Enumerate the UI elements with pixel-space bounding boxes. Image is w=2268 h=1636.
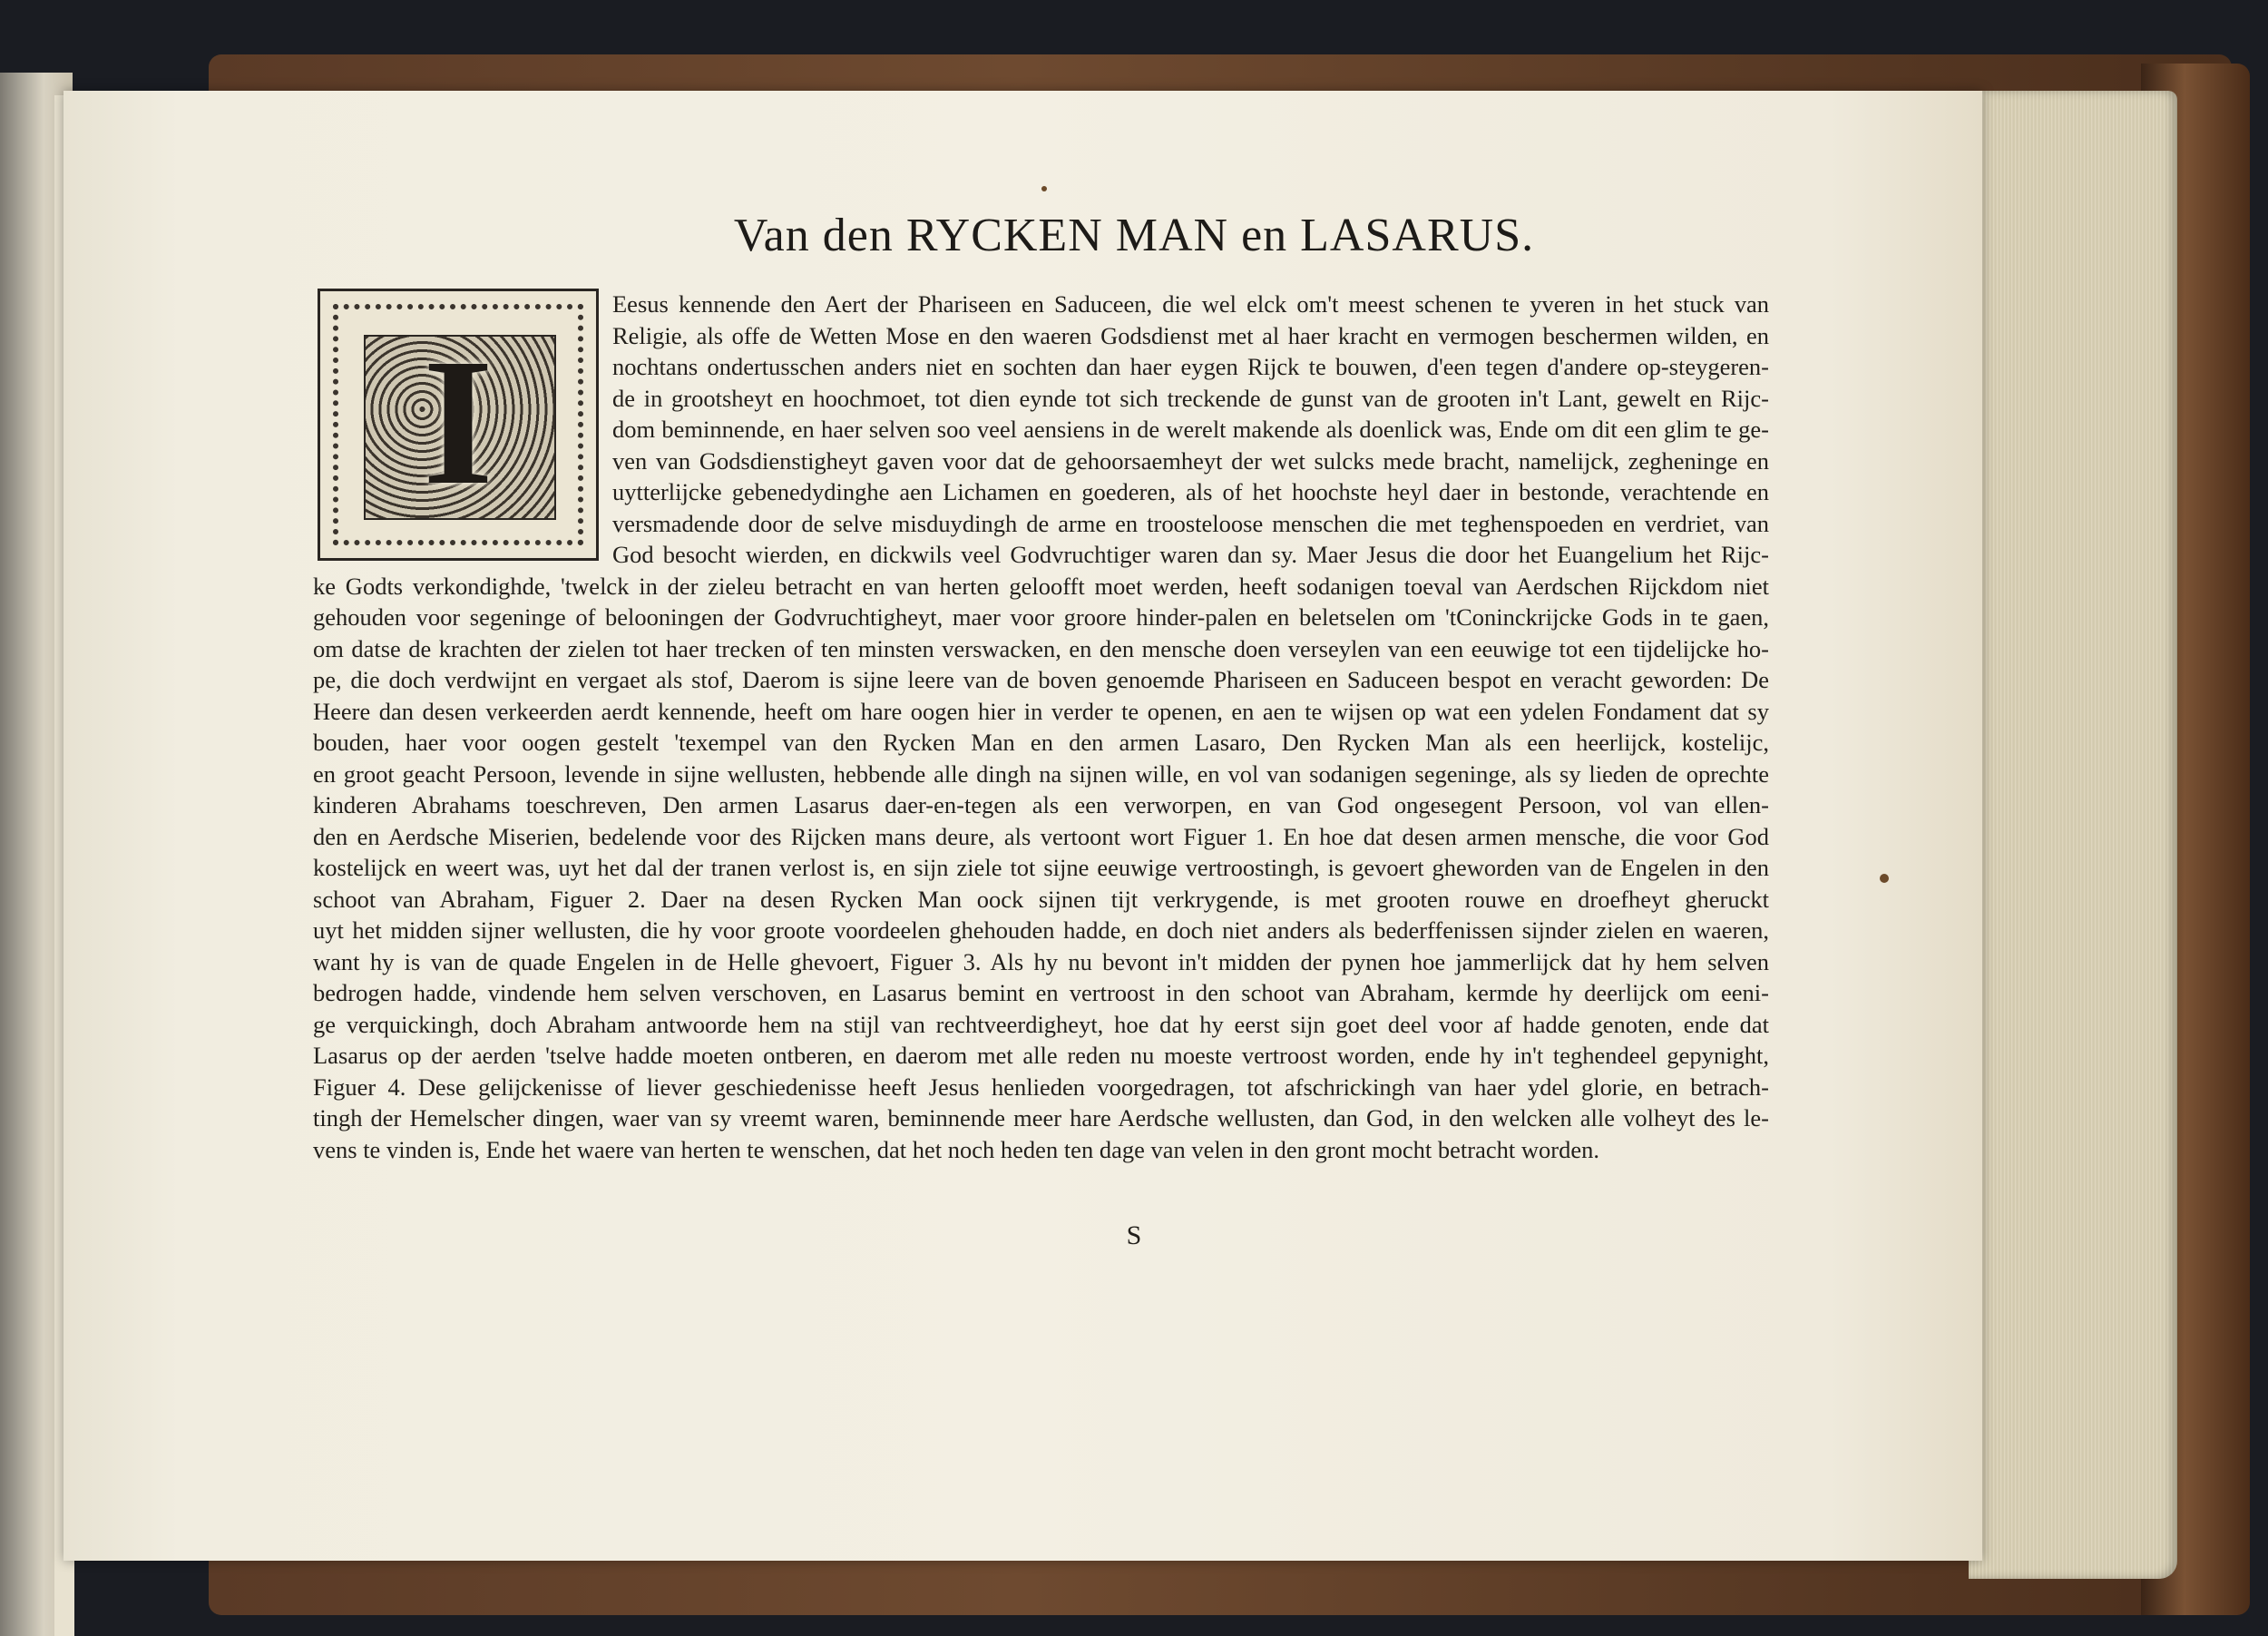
text-line: dom beminnende, en haer selven soo veel aensiens in de werelt makende als doenlick was, Ende om dit een glim te ge-: [612, 416, 1769, 443]
text-line: bedrogen hadde, vindende hem selven verschoven, en Lasarus bemint en vertroost in den schoot van Abraham, kermde hy deerlijck om eeni-: [313, 979, 1769, 1006]
text-line: kinderen Abrahams toeschreven, Den armen Lasarus daer-en-tegen als een verworpen, en van God ongesegent Persoon, vol van ellen-: [313, 791, 1769, 818]
text-line: ven van Godsdienstigheyt gaven voor dat de gehoorsaemheyt der wet sulcks mede bracht, namelijck, zegheninge en: [612, 446, 1769, 475]
text-line: vens te vinden is, Ende het waere van herten te wenschen, dat het noch heden ten dage van velen in den gront mocht betracht worden.: [313, 1135, 1599, 1163]
text-line: schoot van Abraham, Figuer 2. Daer na desen Rycken Man oock sijnen tijt verkrygende, is met grooten rouwe en droefheyt gheruckt: [313, 885, 1769, 913]
paper-speck: [1880, 874, 1889, 883]
text-line: gehouden voor segeninge of belooningen der Godvruchtigheyt, maer voor groore hinder-palen en beletselen om 'tConinckrijcke Gods in te gaen,: [313, 603, 1769, 631]
text-line: den en Aerdsche Miserien, bedelende voor des Rijcken mans deure, als vertoont wort Figuer 1. En hoe dat desen armen mensche, die voor God: [313, 822, 1769, 850]
page-stack: [1969, 91, 2177, 1579]
text-line: versmadende door de selve misduydingh de arme en troosteloose menschen die met teghenspoeden en verdriet, van: [612, 509, 1769, 537]
signature-mark: S: [1126, 1220, 1142, 1250]
text-line: bouden, haer voor oogen gestelt 'texempel van den Rycken Man en den armen Lasaro, Den Rycken Man als een heerlijck, kostelijc,: [313, 729, 1769, 756]
page-title: Van den RYCKEN MAN en LASARUS.: [733, 210, 1535, 261]
text-line: ke Godts verkondighde, 'twelck in der zieleu betracht en van herten geloofft moet werden, heeft sodanigen toeval van Aerdschen Rijckdom niet: [313, 572, 1769, 600]
text-line: God besocht wierden, en dickwils veel Godvruchtiger waren dan sy. Maer Jesus die door het Euangelium het Rijc-: [612, 541, 1769, 568]
text-line: uytterlijcke gebenedydinghe aen Lichamen en goederen, als of het hoochste heyl daer in bestonde, verachtende en: [612, 478, 1769, 505]
paper-speck: [1041, 186, 1047, 191]
text-line: uyt het midden sijner wellusten, die hy voor groote voordeelen ghehouden hadde, en doch niet anders als bederffenissen sijnder zielen en waeren,: [313, 916, 1769, 944]
text-line: pe, die doch verdwijnt en vergaet als stof, Daerom is sijne leere van de boven genoemde Phariseen en Saduceen bespot en veracht geworden: De: [313, 666, 1769, 693]
text-line: Figuer 4. Dese gelijckenisse of liever geschiedenisse heeft Jesus henlieden voorgedragen, tot afschrickingh van haer ydel glorie, en betrach-: [313, 1073, 1769, 1101]
text-line: om datse de krachten der zielen tot haer trecken of ten minsten verswacken, en den mensche doen verseylen van een eeuwige tot een tijdelijcke ho-: [313, 634, 1769, 662]
initial-letter: I: [423, 322, 494, 523]
text-line: Heere dan desen verkeerden aerdt kennende, heeft om hare oogen hier in verder te openen, en aen te wijsen op wat een ydelen Fondament dat sy: [313, 697, 1769, 725]
text-line: Lasarus op der aerden 'tselve hadde moeten ontberen, en daerom met alle reden nu moeste vertroost worden, ende hy in't teghendeel gepynight,: [313, 1042, 1769, 1069]
text-line: tingh der Hemelscher dingen, waer van sy vreemt waren, beminnende meer hare Aerdsche wellusten, dan God, in den welcken alle volheyt des le-: [313, 1104, 1769, 1131]
text-line: Eesus kennende den Aert der Phariseen en Saduceen, die wel elck om't meest schenen te yveren in het stuck van: [612, 290, 1769, 318]
text-line: de in grootsheyt en hoochmoet, tot dien eynde tot sich treckende de gunst van de grooten in't Lant, gewelt en Rijc-: [612, 384, 1769, 412]
text-line: Religie, als offe de Wetten Mose en den waeren Godsdienst met al haer kracht en vermogen beschermen wilden, en: [612, 321, 1769, 349]
text-line: nochtans ondertusschen anders niet en sochten dan haer eygen Rijck te bouwen, d'een tegen d'andere op-steygeren-: [612, 353, 1769, 380]
text-line: en groot geacht Persoon, levende in sijne wellusten, hebbende alle dingh na sijnen wille, en vol van sodanigen segeninge, als sy lieden de oprechte: [313, 759, 1769, 788]
text-line: kostelijck en weert was, uyt het dal der tranen verlost is, en sijn ziele tot sijne eeuwige vertroostingh, is gevoert gheworden van de Engelen in den: [313, 854, 1769, 881]
decorated-initial: [318, 289, 599, 561]
text-line: ge verquickingh, doch Abraham antwoorde hem na stijl van rechtveerdigheyt, hoe dat hy eerst sijn goet deel voor af hadde genoten, ende dat: [313, 1010, 1769, 1038]
text-line: want hy is van de quade Engelen in de Helle ghevoert, Figuer 3. Als hy nu bevont in't midden der pynen hoe jammerlijck dat hy hem selven: [313, 947, 1769, 975]
